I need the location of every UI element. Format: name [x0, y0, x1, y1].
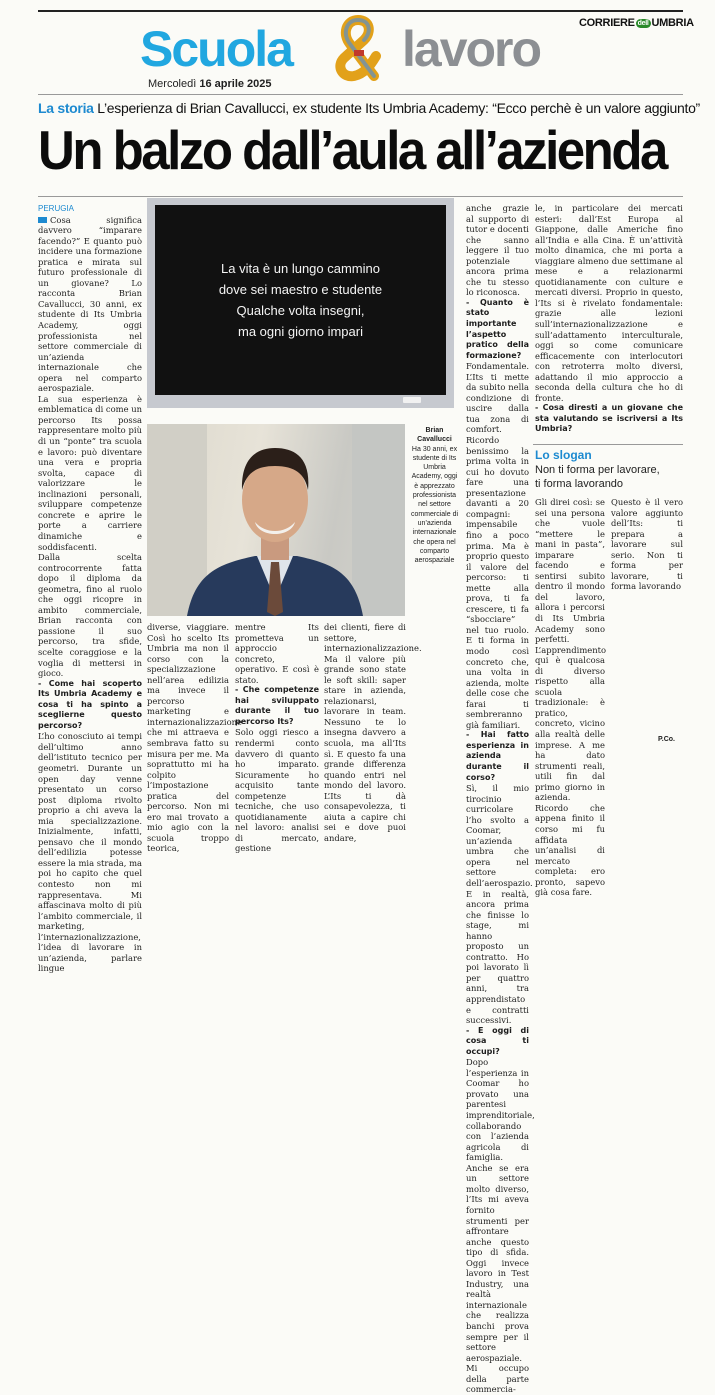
date-rule — [38, 94, 683, 95]
article-column-8: Questo è il vero valore aggiunto dell’Its: ti prepara a lavorare sul serio. Non ti forma per lavorare, ti forma lavorando — [611, 497, 683, 592]
article-column-1: PERUGIA Cosa significa davvero “imparare facendo?” E quanto può incidere una formazione pratica e mirata sul futuro professionale di un giovane? Lo racconta Brian Cavallucci, 30 anni, ex studente di Its Umbria Academy, oggi professionista nel settore commerciale di un’azienda internazionale che opera nel comparto aerospaziale. La sua esperienza è emblematica di come un percorso Its possa rappresentare molto più di un “ponte” tra scuola e lavoro: può diventare una vera e propria svolta, capace di valorizzare le inclinazioni personali, sviluppare competenze concrete e aprire le porte a carriere dinamiche e soddisfacenti. Dalla scelta controcorrente fatta dopo il diploma da geometra, fino al ruolo che oggi ricopre in ambito commerciale, Brian racconta con passione il suo percorso, tra sfide, scelte coraggiose e la voglia di mettersi in gioco. - Come hai scoperto Its Umbria Academy e cosa ti ha spinto a sceglierne questo percorso? L’ho conosciuto ai tempi dell’ultimo anno dell’istituto tecnico per geometri. Durante un open day venne presentato un corso post diploma rivolto proprio a chi aveva la mia specializzazione. Inizialmente, infatti, pensavo che il mondo dell’edilizia potesse essere la mia strada, ma poi ho capito che quel contesto non mi rappresentava. Mi affascinava molto di più l’ambito commerciale, il marketing, l’internazionalizzazione, l’idea di lavorare in un’azienda, parlare lingue — [38, 204, 143, 974]
slogan-text: Non ti forma per lavorare, ti forma lavorando — [535, 464, 660, 490]
top-rule — [38, 10, 683, 12]
portrait-photo — [147, 424, 405, 616]
article-column-7: Gli direi così: se sei una persona che vuole “mettere le mani in pasta”, imparare facendo e sentirsi subito dentro il mondo del lavoro, allora i percorsi di Its Umbria Academy sono perfetti. L’apprendimento qui è qualcosa di diverso rispetto alla scuola tradizionale: è pratico, concreto, vicino alla realtà delle imprese. A me ha dato strumenti reali, utili fin dal primo giorno in azienda. Ricordo che appena finito il corso mi fu affidata un’analisi di mercato completa: ero pronto, sapevo già cosa fare. — [535, 497, 607, 898]
article-column-4: dei clienti, fiere di settore, internazionalizzazione. Ma il valore più grande sono state le soft skill: saper stare in azienda, relazionarsi, lavorare in team. Nessuno te lo insegna davvero a scuola, ma all’Its sì. E questo fa una grande differenza quando entri nel mondo del lavoro. L’Its ti dà consapevolezza, ti aiuta a capire chi sei e dove puoi andare, — [324, 622, 422, 843]
ampersand-logo-icon — [330, 14, 392, 82]
location-label: PERUGIA — [38, 204, 75, 213]
kicker: La storia L’esperienza di Brian Cavallucci, ex studente Its Umbria Academy: “Ecco perchè è un valore aggiunto” — [38, 100, 700, 116]
man-portrait-icon — [147, 424, 405, 616]
issue-date: Mercoledì 16 aprile 2025 — [148, 78, 272, 90]
masthead-lavoro: lavoro — [402, 21, 541, 77]
article-column-2: diverse, viaggiare. Così ho scelto Its Umbria ma non il corso con la specializzazione nell’area edilizia ma invece il percorso marketing e internazionalizzazione che mi attraeva e sembrava fatto su misura per me. Ma soprattutto mi ha colpito l’impostazione pratica del percorso. Non mi ero mai trovato a mio agio con la scuola troppo teorica, — [147, 622, 242, 854]
article-column-3: mentre Its prometteva un approccio concreto, operativo. E così è stato. - Che competenze hai sviluppato durante il tuo percorso Its? Solo oggi riesco a rendermi conto davvero di quanto ho imparato. Sicuramente ho acquisito tante competenze tecniche, che uso quotidianamente nel lavoro: analisi di mercato, gestione — [235, 622, 319, 854]
article-column-6: le, in particolare dei mercati esteri: dall’Est Europa al Giappone, dalle Americhe fino all’India e alla Cina. È un’attività molto dinamica, che mi porta a viaggiare almeno due settimane al mese e a relazionarmi quotidianamente con culture e mercati diversi. Proprio in questo, l’Its si è rivelato fondamentale: grazie alle lezioni sull’internazionalizzazione e sull’adattamento interculturale, oggi so come comunicare efficacemente con interlocutori con retroterra molto diversi, adattando il mio approccio a seconda della cultura che ho di fronte. - Cosa diresti a un giovane che sta valutando se iscriversi a Its Umbria? — [535, 203, 683, 434]
blackboard-quote: La vita è un lungo cammino dove sei maestro e studente Qualche volta insegni, ma ogni giorno impari — [218, 261, 383, 339]
headline: Un balzo dall’aula all’azienda — [38, 119, 666, 181]
chalk-eraser-icon — [403, 397, 421, 403]
photo-caption: Brian Cavallucci Ha 30 anni, ex studente di Its Umbria Academy, oggi è apprezzato professionista nel settore commerciale di un’azienda internazionale che opera nel comparto aerospaziale — [410, 427, 459, 565]
headline-rule — [38, 196, 683, 197]
newspaper-brand: CORRIERE dell UMBRIA — [579, 17, 694, 29]
author-signature: P.Co. — [658, 736, 675, 743]
masthead-scuola: Scuola — [140, 21, 292, 77]
paragraph-marker-icon — [38, 217, 47, 223]
article-column-5: anche grazie al supporto di tutor e docenti che sanno leggere il tuo potenziale ancora prima che tu stesso lo riconosca. - Quanto è stato importante l’aspetto pratico della formazione? Fondamentale. L’Its ti mette da subito nella condizione di uscire dalla tua zona di comfort. Ricordo benissimo la prima volta in cui ho dovuto fare una presentazione davanti a 20 compagni: impensabile fino a poco prima. Ma è proprio questo il valore del percorso: ti mette alla prova, ti fa crescere, ti fa “sbocciare” nel tuo ruolo. E ti forma in modo così concreto che, una volta in azienda, molte delle cose che farai ti sembreranno già familiari. - Hai fatto esperienza in azienda durante il corso? Sì, il mio tirocinio curricolare l’ho svolto a Coomar, un’azienda umbra che opera nel settore dell’aerospazio. E in realtà, ancora prima che finisse lo stage, mi hanno proposto un contratto. Ho poi lavorato lì per quattro anni, tra apprendistato e contratti successivi. - E oggi di cosa ti occupi? Dopo l’esperienza in Coomar ho provato una parentesi imprenditoriale, collaborando con l’azienda agricola di famiglia. Anche se era un settore molto diverso, l’Its mi aveva fornito strumenti per affrontare anche questo tipo di sfida. Oggi invece lavoro in Test Industry, una realtà internazionale che realizza banchi prova sempre per il settore aerospaziale. Mi occupo della parte commercia- — [466, 203, 535, 1395]
slogan-rule — [533, 444, 683, 445]
slogan-title: Lo slogan — [535, 448, 592, 462]
